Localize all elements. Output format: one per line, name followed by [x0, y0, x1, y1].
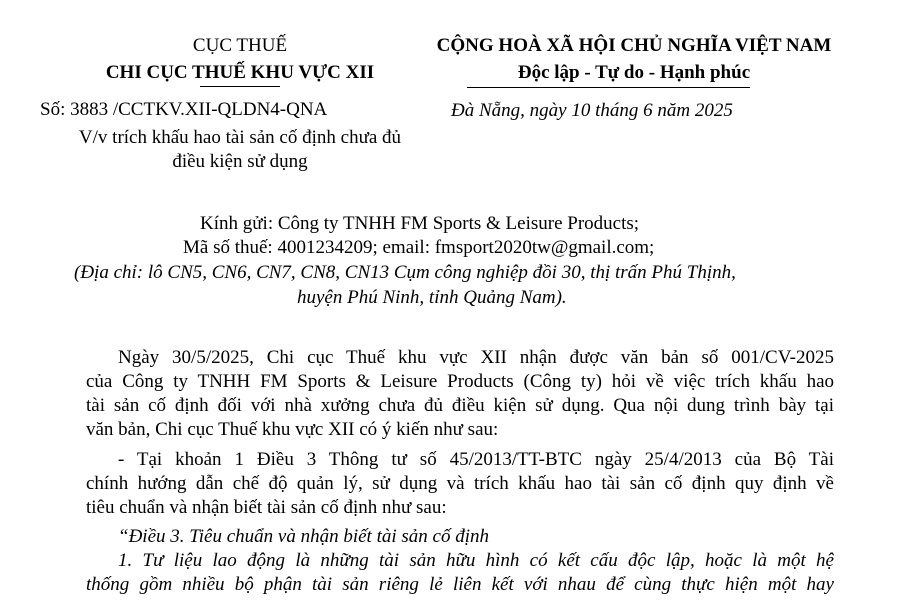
paragraph-line: tài sản cố định đối với nhà xưởng chưa đủ điều kiện sử dụng. Qua nội dung trình bày tại [86, 395, 834, 416]
paragraph-line: văn bản, Chi cục Thuế khu vực XII có ý kiến như sau: [86, 419, 499, 440]
paragraph-line: chính hướng dẫn chế độ quản lý, sử dụng và trích khấu hao tài sản cố định quy định về [86, 473, 834, 494]
paragraph-line: - Tại khoản 1 Điều 3 Thông tư số 45/2013/TT-BTC ngày 25/4/2013 của Bộ Tài [118, 449, 834, 470]
quote-title: “Điều 3. Tiêu chuẩn và nhận biết tài sản cố định [118, 526, 490, 547]
body-paragraph-1 [86, 346, 834, 442]
recipient-address-line-2: huyện Phú Ninh, tỉnh Quảng Nam). [297, 287, 567, 308]
motto-underline [467, 87, 750, 88]
document-number: Số: 3883 /CCTKV.XII-QLDN4-QNA [40, 99, 328, 120]
body-paragraph-2 [86, 448, 834, 520]
agency-name: CHI CỤC THUẾ KHU VỰC XII [105, 62, 375, 83]
subject-line-1: V/v trích khấu hao tài sản cố định chưa đủ [78, 127, 402, 148]
subject-line-2: điều kiện sử dụng [172, 151, 308, 172]
agency-underline [200, 86, 280, 87]
country-name: CỘNG HOÀ XÃ HỘI CHỦ NGHĨA VIỆT NAM [436, 35, 832, 56]
quote-paragraph-1 [86, 549, 834, 597]
recipient-line-2: Mã số thuế: 4001234209; email: fmsport2020tw@gmail.com; [183, 237, 655, 258]
paragraph-line: thống gồm nhiều bộ phận tài sản riêng lẻ liên kết với nhau để cùng thực hiện một hay [86, 574, 834, 595]
header-right [380, 36, 888, 82]
agency-parent: CỤC THUẾ [192, 35, 288, 56]
paragraph-line: Ngày 30/5/2025, Chi cục Thuế khu vực XII nhận được văn bản số 001/CV-2025 [118, 347, 834, 368]
paragraph-line: tiêu chuẩn và nhận biết tài sản cố định như sau: [86, 497, 447, 518]
paragraph-line: 1. Tư liệu lao động là những tài sản hữu hình có kết cấu độc lập, hoặc là một hệ [118, 550, 834, 571]
national-motto: Độc lập - Tự do - Hạnh phúc [517, 62, 751, 83]
recipient-line-1: Kính gửi: Công ty TNHH FM Sports & Leisure Products; [200, 213, 640, 234]
recipient-address-line-1: (Địa chỉ: lô CN5, CN6, CN7, CN8, CN13 Cụm công nghiệp đồi 30, thị trấn Phú Thịnh, [74, 262, 736, 283]
paragraph-line: của Công ty TNHH FM Sports & Leisure Products (Công ty) hỏi về việc trích khấu hao [86, 371, 834, 392]
place-date: Đà Nẵng, ngày 10 tháng 6 năm 2025 [451, 100, 733, 121]
